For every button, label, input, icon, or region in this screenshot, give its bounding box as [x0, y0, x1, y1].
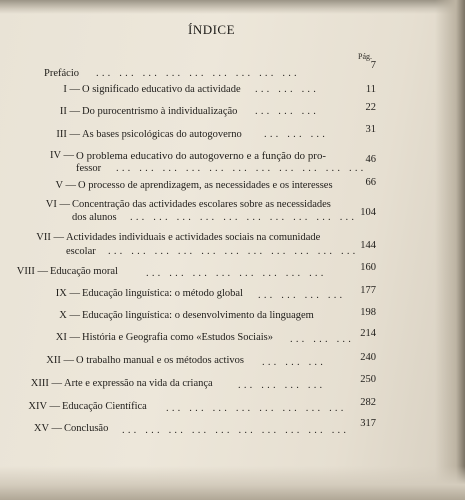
- toc-leader-dots: ... ... ...: [255, 84, 320, 95]
- toc-leader-dots: ... ... ... ... ... ... ... ... ...: [96, 68, 300, 79]
- toc-chapter-number: X —: [59, 310, 80, 321]
- toc-leader-dots: ... ... ... ... ... ... ... ... ... ... ...: [108, 246, 359, 257]
- toc-entry-title: Actividades individuais e actividades sociais na comunidade: [66, 232, 321, 243]
- toc-page-number: 104: [360, 207, 376, 218]
- toc-page-number: 177: [360, 285, 376, 296]
- toc-entry-title: O processo de aprendizagem, as necessidades e os interesses: [78, 180, 333, 191]
- toc-leader-dots: ... ... ... ...: [258, 290, 346, 301]
- toc-entry-title: Educação linguística: o método global: [82, 288, 243, 299]
- toc-page-number: 250: [360, 374, 376, 385]
- toc-chapter-number: II —: [59, 106, 80, 117]
- toc-chapter-number: IX —: [55, 288, 80, 299]
- toc-page-number: 46: [365, 154, 376, 165]
- toc-page-number: 214: [360, 328, 376, 339]
- toc-entry-title: Arte e expressão na vida da criança: [64, 378, 213, 389]
- toc-chapter-number: VIII —: [16, 266, 48, 277]
- index-heading: ÍNDICE: [188, 22, 236, 37]
- toc-page-number: 22: [365, 102, 376, 113]
- toc-leader-dots: ... ... ...: [290, 334, 355, 345]
- page-right-shadow: [435, 0, 465, 500]
- toc-entry-title-continued: escolar: [66, 246, 96, 257]
- toc-chapter-number: XIV —: [28, 401, 60, 412]
- toc-entry-title: Conclusão: [64, 423, 109, 434]
- toc-entry-title-continued: fessor: [76, 163, 102, 174]
- toc-entry-title: As bases psicológicas do autogoverno: [82, 129, 242, 140]
- toc-entry-title: Do purocentrismo à individualização: [82, 106, 238, 117]
- toc-chapter-number: V —: [55, 180, 76, 191]
- toc-entry-title: O problema educativo do autogoverno e a função do pro-: [76, 150, 327, 162]
- toc-page-number: 240: [360, 352, 376, 363]
- toc-leader-dots: ... ... ...: [264, 129, 329, 140]
- toc-page-number: 7: [370, 60, 376, 71]
- toc-leader-dots: ... ... ... ... ... ... ... ... ... ... ...: [116, 163, 367, 174]
- toc-leader-dots: ... ... ... ... ... ... ... ...: [166, 403, 347, 414]
- toc-entry-title-continued: dos alunos: [72, 212, 117, 223]
- page-bottom-shadow: [0, 466, 465, 500]
- page-column-label: Pág.: [358, 52, 372, 61]
- toc-chapter-number: III —: [56, 129, 80, 140]
- toc-leader-dots: ... ... ... ... ... ... ... ...: [146, 268, 327, 279]
- toc-leader-dots: ... ... ... ... ... ... ... ... ... ...: [130, 212, 358, 223]
- toc-page-number: 144: [360, 240, 376, 251]
- toc-page-number: 31: [365, 124, 376, 135]
- page-top-shadow: [0, 0, 465, 14]
- toc-chapter-number: XV —: [33, 423, 62, 434]
- toc-entry-title: O trabalho manual e os métodos activos: [76, 355, 244, 366]
- toc-entry-title: Educação linguística: o desenvolvimento da linguagem: [82, 310, 314, 321]
- toc-page-number: 11: [365, 84, 376, 95]
- toc-chapter-number: VII —: [36, 232, 64, 243]
- toc-entry-title: Concentração das actividades escolares sobre as necessidades: [72, 199, 331, 210]
- toc-page-number: 317: [360, 418, 376, 429]
- toc-page-number: 66: [365, 177, 376, 188]
- toc-entry-title: O significado educativo da actividade: [82, 84, 241, 95]
- toc-chapter-number: IV —: [49, 150, 74, 161]
- toc-chapter-number: I —: [63, 84, 80, 95]
- toc-page-number: 198: [360, 307, 376, 318]
- toc-leader-dots: ... ... ...: [262, 357, 327, 368]
- toc-page-number: 160: [360, 262, 376, 273]
- toc-chapter-number: VI —: [45, 199, 70, 210]
- toc-chapter-number: XI —: [55, 332, 80, 343]
- toc-entry-title: Prefácio: [44, 68, 79, 79]
- toc-entry-title: História e Geografia como «Estudos Sociais»: [82, 332, 273, 343]
- toc-leader-dots: ... ... ...: [255, 106, 320, 117]
- toc-leader-dots: ... ... ... ...: [238, 380, 326, 391]
- toc-entry-title: Educação moral: [50, 266, 118, 277]
- toc-entry-title: Educação Científica: [62, 401, 147, 412]
- toc-page-number: 282: [360, 397, 376, 408]
- toc-chapter-number: XII —: [46, 355, 74, 366]
- toc-chapter-number: XIII —: [30, 378, 62, 389]
- toc-leader-dots: ... ... ... ... ... ... ... ... ... ...: [122, 425, 350, 436]
